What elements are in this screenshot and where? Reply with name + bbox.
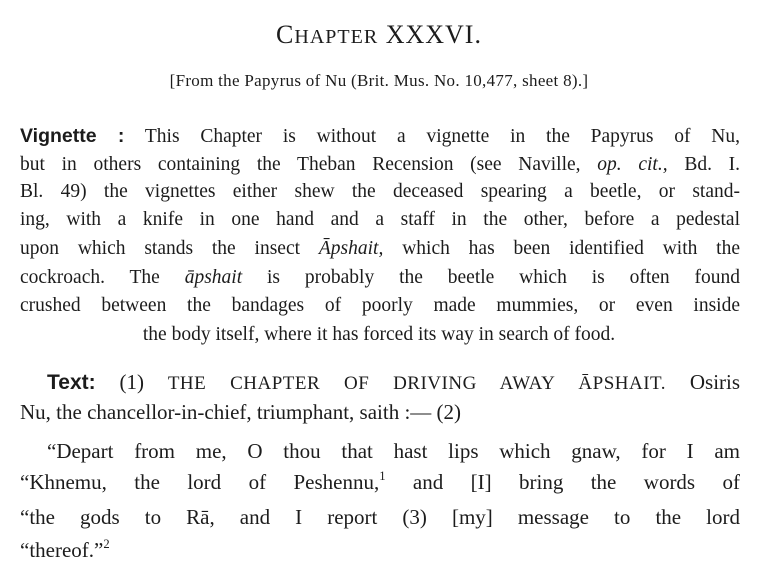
vignette-line-1: Vignette : This Chapter is without a vignette in the Papyrus of Nu, <box>20 125 741 147</box>
chapter-title-word: HAPTER <box>294 26 379 48</box>
vignette-label: Vignette : <box>20 125 125 147</box>
text-line-5: “the gods to Rā, and I report (3) [my] message to the lord <box>20 505 740 529</box>
source-note: [From the Papyrus of Nu (Brit. Mus. No. 10,477, sheet 8).] <box>169 71 589 90</box>
text-line-6: “thereof.”$^2$ <box>20 537 110 562</box>
vignette-line-7: crushed between the bandages of poorly made mummies, or even inside <box>20 295 740 316</box>
vignette-line-4: ing, with a knife in one hand and a staff in the other, before a pedestal <box>20 209 740 230</box>
chapter-title <box>0 22 758 48</box>
text-line-3: “Depart from me, O thou that hast lips which gnaw, for I am <box>47 439 740 463</box>
text-line-2: Nu, the chancellor-in-chief, triumphant, saith :— (2) <box>20 400 462 424</box>
text-label: Text: <box>47 371 96 394</box>
vignette-line-6: cockroach. The āpshait is probably the beetle which is often found <box>20 267 741 288</box>
vignette-line-2: but in others containing the Theban Recension (see Naville, op. cit., Bd. I. <box>20 154 741 175</box>
text-heading: THE CHAPTER OF DRIVING AWAY ĀPSHAIT. <box>167 373 667 394</box>
text-line-1: Text: (1) THE CHAPTER OF DRIVING AWAY ĀPSHAIT. Osiris <box>47 370 741 394</box>
text-line-4: “Khnemu, the lord of Peshennu,$^1$ and [I] bring the words of <box>20 469 740 494</box>
footnote-ref-2: 2 <box>103 537 110 551</box>
vignette-line-5: upon which stands the insect Āpshait, which has been identified with the <box>20 238 741 259</box>
vignette-line-3: Bl. 49) the vignettes either shew the deceased spearing a beetle, or stand- <box>20 181 740 202</box>
footnote-ref-1: 1 <box>379 469 386 483</box>
chapter-title-initial: C <box>276 20 295 49</box>
vignette-line-8: the body itself, where it has forced its way in search of food. <box>142 324 616 345</box>
chapter-title-numeral: XXXVI. <box>385 20 482 49</box>
